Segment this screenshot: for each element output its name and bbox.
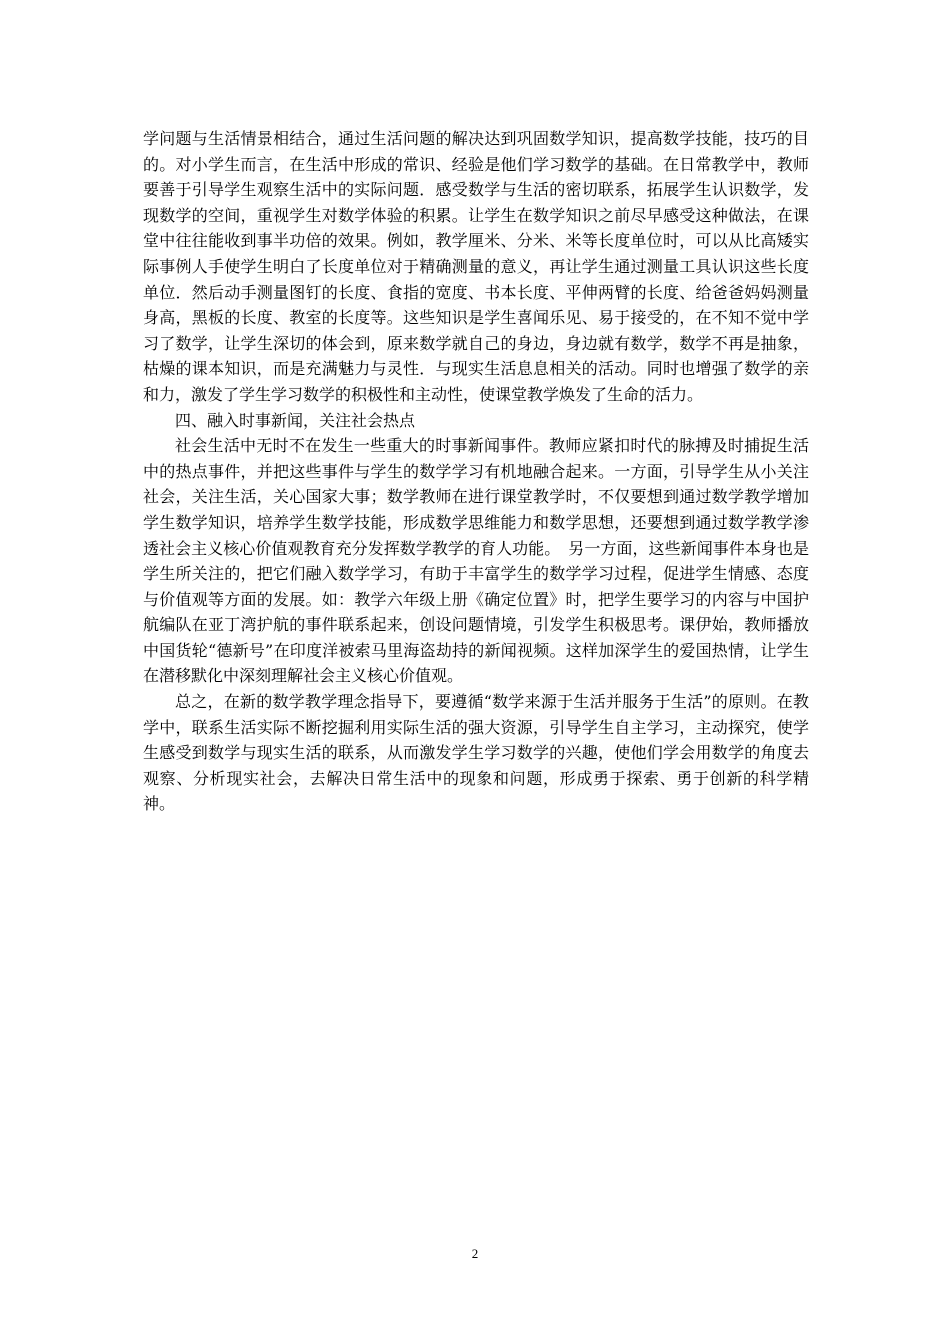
paragraph-news-events: 社会生活中无时不在发生一些重大的时事新闻事件。教师应紧扣时代的脉搏及时捕捉生活中的热点事件，并把这些事件与学生的数学学习有机地融合起来。一方面，引导学生从小关注社会，关注生活，关心国家大事；数学教师在进行课堂教学时，不仅要想到通过数学教学增加学生数学知识，培养学生数学技能，形成数学思维能力和数学思想，还要想到通过数学教学渗透社会主义核心价值观教育充分发挥数学教学的育人功能。 另一方面，这些新闻事件本身也是学生所关注的，把它们融入数学学习，有助于丰富学生的数学学习过程，促进学生情感、态度与价值观等方面的发展。如：教学六年级上册《确定位置》时，把学生要学习的内容与中国护航编队在亚丁湾护航的事件联系起来，创设问题情境，引发学生积极思考。课伊始，教师播放中国货轮“德新号”在印度洋被索马里海盗劫持的新闻视频。这样加深学生的爱国热情，让学生在潜移默化中深刻理解社会主义核心价值观。	[143, 436, 809, 686]
paragraph-continuation: 学问题与生活情景相结合，通过生活问题的解决达到巩固数学知识，提高数学技能，技巧的目的。对小学生而言，在生活中形成的常识、经验是他们学习数学的基础。在日常教学中，教师要善于引导学生观察生活中的实际问题．感受数学与生活的密切联系，拓展学生认识数学，发现数学的空间，重视学生对数学体验的积累。让学生在数学知识之前尽早感受这种做法，在课堂中往往能收到事半功倍的效果。例如，教学厘米、分米、米等长度单位时，可以从比高矮实际事例人手使学生明白了长度单位对于精确测量的意义，再让学生通过测量工具认识这些长度单位．然后动手测量图钉的长度、食指的宽度、书本长度、平伸两臂的长度、给爸爸妈妈测量身高，黑板的长度、教室的长度等。这些知识是学生喜闻乐见、易于接受的，在不知不觉中学习了数学，让学生深切的体会到，原来数学就自己的身边，身边就有数学，数学不再是抽象，枯燥的课本知识，而是充满魅力与灵性．与现实生活息息相关的活动。同时也增强了数学的亲和力，激发了学生学习数学的积极性和主动性，使课堂教学焕发了生命的活力。	[143, 129, 809, 404]
section-heading: 四、融入时事新闻，关注社会热点	[175, 410, 416, 430]
paragraph-conclusion: 总之，在新的数学教学理念指导下，要遵循“数学来源于生活并服务于生活”的原则。在教学中，联系生活实际不断挖掘利用实际生活的强大资源，引导学生自主学习，主动探究，使学生感受到数学与现实生活的联系，从而激发学生学习数学的兴趣，使他们学会用数学的角度去观察、分析现实社会，去解决日常生活中的现象和问题，形成勇于探索、勇于创新的科学精神。	[143, 692, 809, 814]
document-body	[143, 126, 809, 817]
page-number: 2	[471, 1246, 479, 1261]
